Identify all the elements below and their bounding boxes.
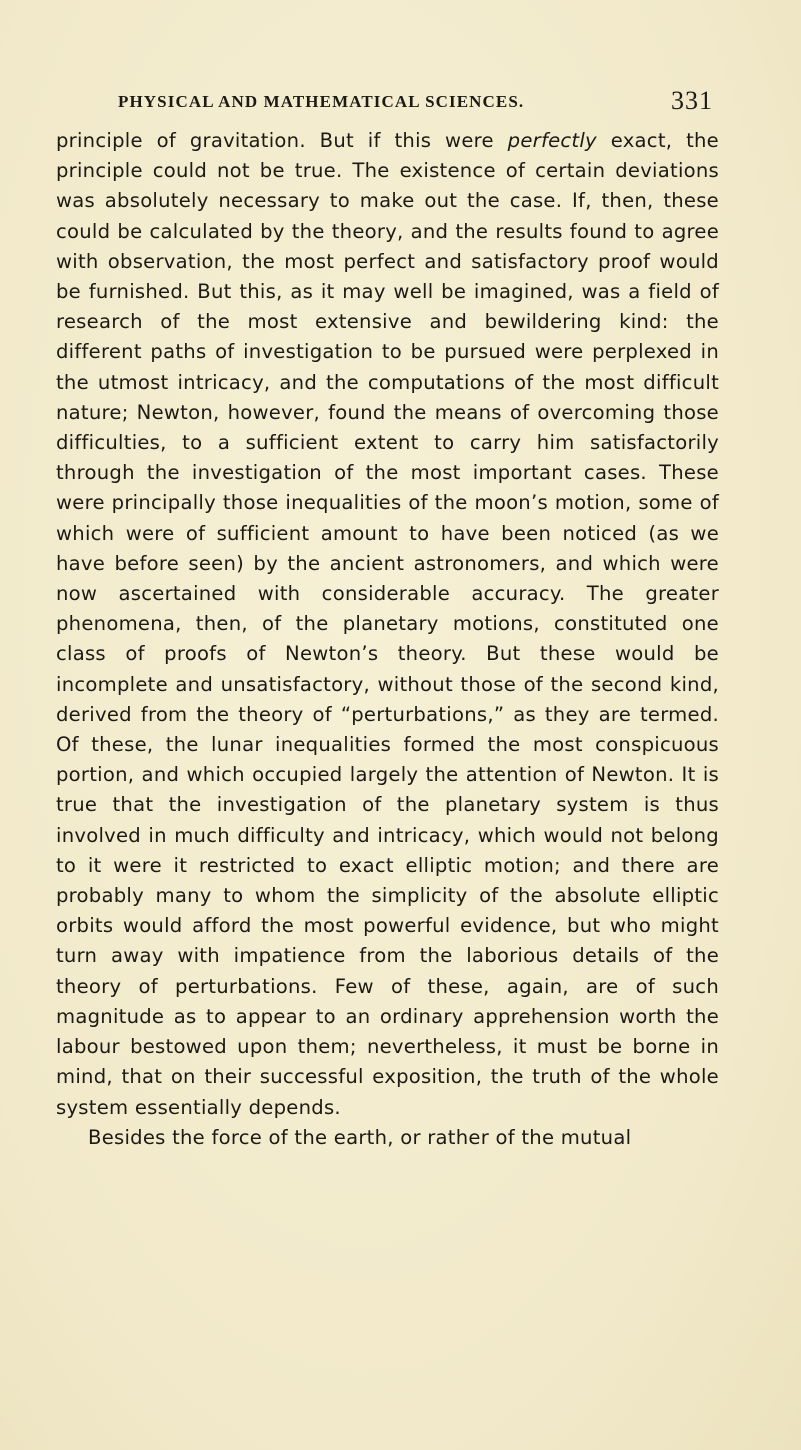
paragraph-1-text-start: principle of gravitation. But if this were xyxy=(56,129,508,152)
paragraph-1-text-rest: exact, the principle could not be true. The existence of certain deviations was absolutely necessary to make out the case. If, then, these could be calculated by the theory, and the results found to agree with observation, the most perfect and satisfactory proof would be furnished. But this, as it may well be imagined, was a field of research of the most extensive and bewildering kind: the different paths of investigation to be pursued were perplexed in the utmost intricacy, and the computations of the most difficult nature; Newton, however, found the means of overcoming those difficulties, to a sufficient extent to carry him satisfactorily through the investigation of the most important cases. These were principally those inequalities of the moon’s motion, some of which were of sufficient amount to have been noticed (as we have before seen) by the ancient astronomers, and which were now ascertained with considerable accuracy. The greater phenomena, then, of the planetary motions, constituted one class of proofs of Newton’s theory. But these would be incomplete and unsatisfactory, without those of the second kind, derived from the theory of “perturbations,” as they are termed. Of these, the lunar inequalities formed the most conspicuous portion, and which occupied largely the attention of Newton. It is true that the investigation of the planetary system is thus involved in much difficulty and intricacy, which would not belong to it were it restricted to exact elliptic motion; and there are probably many to whom the simplicity of the absolute elliptic orbits would afford the most powerful evidence, but who might turn away with impatience from the laborious details of the theory of perturbations. Few of these, again, are of such magnitude as to appear to an ordinary apprehension worth the labour bestowed upon them; nevertheless, it must be borne in mind, that on their successful exposition, the truth of the whole system essentially depends. xyxy=(56,129,719,1119)
running-head: PHYSICAL AND MATHEMATICAL SCIENCES. xyxy=(118,92,525,111)
paragraph-2: Besides the force of the earth, or rather of the mutual xyxy=(88,1125,632,1149)
page-header xyxy=(118,86,713,120)
emphasized-word: perfectly xyxy=(507,129,597,152)
paragraph-1 xyxy=(56,126,719,1123)
body-text xyxy=(56,126,719,1153)
page-number: 331 xyxy=(671,86,713,115)
